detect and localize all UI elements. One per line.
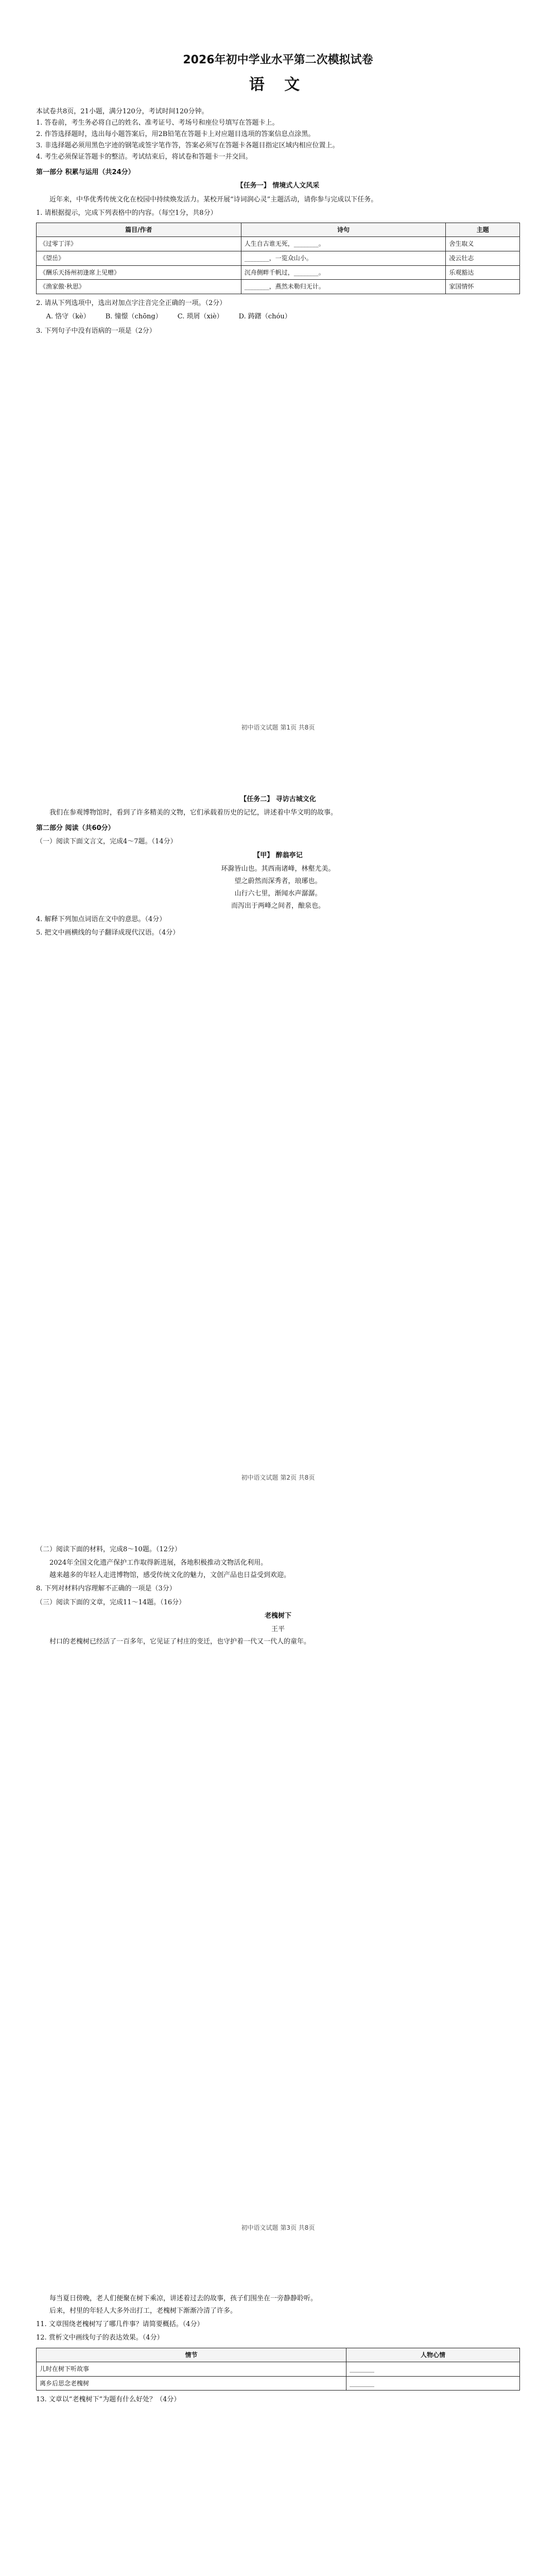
table-cell: 舍生取义 [446, 237, 520, 251]
reading-1-title: （一）阅读下面文言文，完成4～7题。（14分） [36, 838, 177, 846]
reading-3-title: （三）阅读下面的文章，完成11～14题。（16分） [36, 1598, 186, 1606]
table-row [37, 2362, 520, 2377]
table-cell: 人生自古谁无死，________。 [241, 237, 446, 251]
table-cell: ________，一览众山小。 [241, 251, 446, 266]
page-1 [0, 0, 556, 750]
notice-4: 4. 考生必须保证答题卡的整洁。考试结束后，将试卷和答题卡一并交回。 [36, 153, 252, 161]
table-cell: 《过零丁洋》 [37, 237, 241, 251]
notice-1: 1. 答卷前，考生务必将自己的姓名、准考证号、考场号和座位号填写在答题卡上。 [36, 118, 279, 127]
question-2: 2. 请从下列选项中，选出对加点字注音完全正确的一项。（2分） [36, 299, 227, 307]
table-row [37, 251, 520, 266]
reading-2-title: （二）阅读下面的材料，完成8～10题。（12分） [36, 1546, 181, 1553]
exam-title: 2026年初中学业水平第二次模拟试卷 [183, 54, 373, 66]
essay-paragraph: 每当夏日傍晚，老人们便聚在树下乘凉，讲述着过去的故事，孩子们围坐在一旁静静聆听。 [49, 2295, 318, 2302]
notice-2: 2. 作答选择题时，选出每小题答案后，用2B铅笔在答题卡上对应题目选项的答案信息点涂黑。 [36, 130, 315, 138]
table-header-cell: 情节 [37, 2348, 346, 2362]
essay-paragraph: 后来，村里的年轻人大多外出打工，老槐树下渐渐冷清了许多。 [49, 2307, 237, 2315]
material-paragraph: 2024年全国文化遗产保护工作取得新进展，各地积极推动文物活化利用。 [49, 1559, 268, 1567]
poem-line: 山行六七里，渐闻水声潺潺。 [234, 889, 322, 897]
option-c: C. 琐屑（xiè） [177, 312, 223, 320]
table-header-row [37, 2348, 520, 2362]
notice-3: 3. 非选择题必须用黑色字迹的钢笔或签字笔作答，答案必须写在答题卡各题目指定区域内相应位置上。 [36, 142, 339, 150]
table-cell: 家国情怀 [446, 280, 520, 294]
table-header-cell: 主题 [446, 223, 520, 237]
table-cell: ________ [346, 2376, 520, 2391]
exam-subject: 语 文 [249, 76, 307, 94]
poem-title: 【甲】 醉翁亭记 [253, 851, 303, 859]
table-header-cell: 篇目/作者 [37, 223, 241, 237]
question-8: 8. 下列对材料内容理解不正确的一项是（3分） [36, 1585, 176, 1593]
table-cell: 《望岳》 [37, 251, 241, 266]
page-2 [0, 750, 556, 1500]
option-d: D. 踌躇（chóu） [238, 312, 291, 320]
poem-table [36, 223, 520, 294]
material-paragraph: 越来越多的年轻人走进博物馆，感受传统文化的魅力，文创产品也日益受到欢迎。 [49, 1571, 291, 1580]
plot-table [36, 2348, 520, 2391]
table-cell: 凌云壮志 [446, 251, 520, 266]
poem-line: 环滁皆山也。其西南诸峰，林壑尤美。 [221, 865, 335, 873]
task-1-intro: 近年来，中华优秀传统文化在校园中持续焕发活力。某校开展“诗词润心灵”主题活动，请你参与完成以下任务。 [49, 195, 378, 204]
table-cell: 乐观豁达 [446, 265, 520, 280]
question-11: 11. 文章围绕老槐树写了哪几件事？请简要概括。（4分） [36, 2320, 204, 2329]
page-footer: 初中语文试题 第3页 共8页 [241, 2224, 315, 2231]
table-cell: 离乡后思念老槐树 [37, 2376, 346, 2391]
essay-paragraph: 村口的老槐树已经活了一百多年，它见证了村庄的变迁，也守护着一代又一代人的童年。 [49, 1637, 311, 1646]
essay-author: 王平 [271, 1625, 285, 1633]
poem-line: 而泻出于两峰之间者，酿泉也。 [231, 902, 325, 910]
table-row [37, 265, 520, 280]
table-cell: ________，燕然未勒归无计。 [241, 280, 446, 294]
option-a: A. 恪守（kè） [46, 312, 90, 320]
table-cell: 儿时在树下听故事 [37, 2362, 346, 2377]
section-2-title: 第二部分 阅读（共60分） [36, 824, 115, 833]
question-4: 4. 解释下列加点词语在文中的意思。（4分） [36, 916, 166, 924]
table-header-cell: 人物心情 [346, 2348, 520, 2362]
table-cell: ________ [346, 2362, 520, 2377]
question-12: 12. 赏析文中画线句子的表达效果。（4分） [36, 2334, 164, 2342]
page-3 [0, 1500, 556, 2250]
notice-title: 本试卷共8页，21小题，满分120分，考试时间120分钟。 [36, 107, 208, 115]
table-cell: 沉舟侧畔千帆过，________。 [241, 265, 446, 280]
table-cell: 《渔家傲·秋思》 [37, 280, 241, 294]
question-13: 13. 文章以“老槐树下”为题有什么好处？（4分） [36, 2396, 181, 2404]
page-footer: 初中语文试题 第1页 共8页 [241, 724, 315, 731]
table-row [37, 280, 520, 294]
essay-title: 老槐树下 [264, 1612, 291, 1620]
page-footer: 初中语文试题 第2页 共8页 [241, 1474, 315, 1481]
question-5: 5. 把文中画横线的句子翻译成现代汉语。（4分） [36, 929, 180, 937]
page-4 [0, 2250, 556, 2576]
question-2-options [46, 312, 520, 322]
poem-line: 望之蔚然而深秀者，琅琊也。 [234, 877, 322, 885]
option-b: B. 憧憬（chōng） [105, 312, 162, 320]
table-header-cell: 诗句 [241, 223, 446, 237]
task-2-title: 【任务二】 寻访古城文化 [240, 795, 316, 803]
table-row [37, 237, 520, 251]
table-row [37, 2376, 520, 2391]
table-cell: 《酬乐天扬州初逢席上见赠》 [37, 265, 241, 280]
task-2-paragraph: 我们在参观博物馆时，看到了许多精美的文物，它们承载着历史的记忆，讲述着中华文明的故事。 [49, 809, 338, 817]
section-1-title: 第一部分 积累与运用（共24分） [36, 168, 135, 177]
task-1-title: 【任务一】 情境式人文风采 [236, 182, 320, 190]
question-1: 1. 请根据提示，完成下列表格中的内容。（每空1分，共8分） [36, 209, 217, 217]
table-header-row [37, 223, 520, 237]
question-3: 3. 下列句子中没有语病的一项是（2分） [36, 327, 156, 335]
